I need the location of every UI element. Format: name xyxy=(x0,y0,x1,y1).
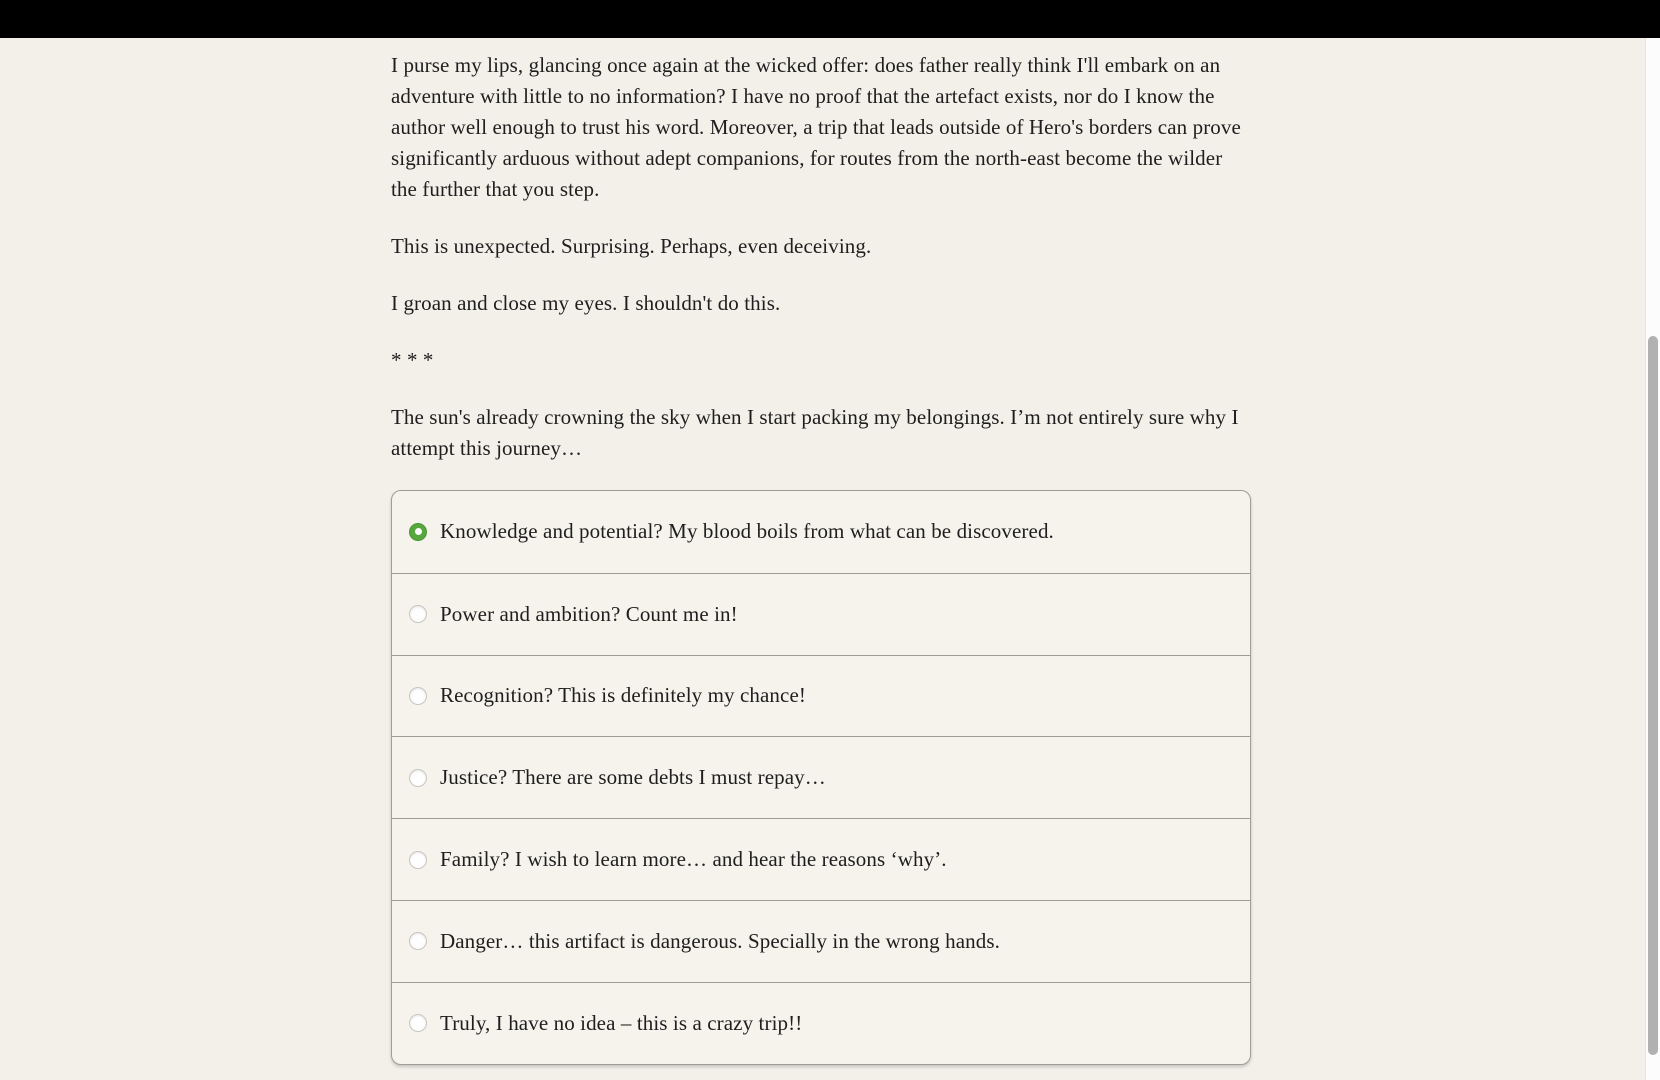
choice-label[interactable]: Truly, I have no idea – this is a crazy trip!! xyxy=(440,1010,803,1035)
choice-option[interactable] xyxy=(392,736,1250,818)
choice-option[interactable] xyxy=(392,655,1250,737)
scene-separator: * * * xyxy=(391,348,434,372)
radio-button[interactable] xyxy=(409,769,427,787)
choice-label[interactable]: Recognition? This is definitely my chance! xyxy=(440,683,806,708)
radio-button[interactable] xyxy=(409,523,427,541)
choice-option[interactable] xyxy=(392,818,1250,900)
radio-button[interactable] xyxy=(409,851,427,869)
choice-option[interactable] xyxy=(392,900,1250,982)
radio-button[interactable] xyxy=(409,932,427,950)
scrollbar[interactable] xyxy=(1645,38,1660,1080)
choice-label[interactable]: Knowledge and potential? My blood boils from what can be discovered. xyxy=(440,519,1054,544)
story-paragraph: I purse my lips, glancing once again at the wicked offer: does father really think I'll embark on an adventure with little to no information? I have no proof that the artefact exists, nor do I know the author well enough to trust his word. Moreover, a trip that leads outside of Hero's borders can prove significantly arduous without adept companions, for routes from the north-east become the wilder the further that you step. xyxy=(391,53,1241,201)
choice-label[interactable]: Power and ambition? Count me in! xyxy=(440,601,738,626)
scrollbar-thumb[interactable] xyxy=(1648,336,1658,1055)
choice-label[interactable]: Danger… this artifact is dangerous. Specially in the wrong hands. xyxy=(440,928,1000,953)
choice-label[interactable]: Justice? There are some debts I must repay… xyxy=(440,765,826,790)
choice-option[interactable] xyxy=(392,982,1250,1064)
story-paragraph: The sun's already crowning the sky when I start packing my belongings. I’m not entirely sure why I attempt this journey… xyxy=(391,405,1239,460)
choice-list xyxy=(391,490,1251,1065)
choice-label[interactable]: Family? I wish to learn more… and hear the reasons ‘why’. xyxy=(440,847,947,872)
choice-option[interactable] xyxy=(392,573,1250,655)
radio-button[interactable] xyxy=(409,687,427,705)
radio-button[interactable] xyxy=(409,1014,427,1032)
story-paragraph: I groan and close my eyes. I shouldn't do this. xyxy=(391,291,781,315)
top-bar xyxy=(0,0,1660,38)
story-paragraph: This is unexpected. Surprising. Perhaps, even deceiving. xyxy=(391,234,872,258)
choice-option[interactable] xyxy=(392,491,1250,573)
radio-button[interactable] xyxy=(409,605,427,623)
story-content xyxy=(391,38,1253,1065)
